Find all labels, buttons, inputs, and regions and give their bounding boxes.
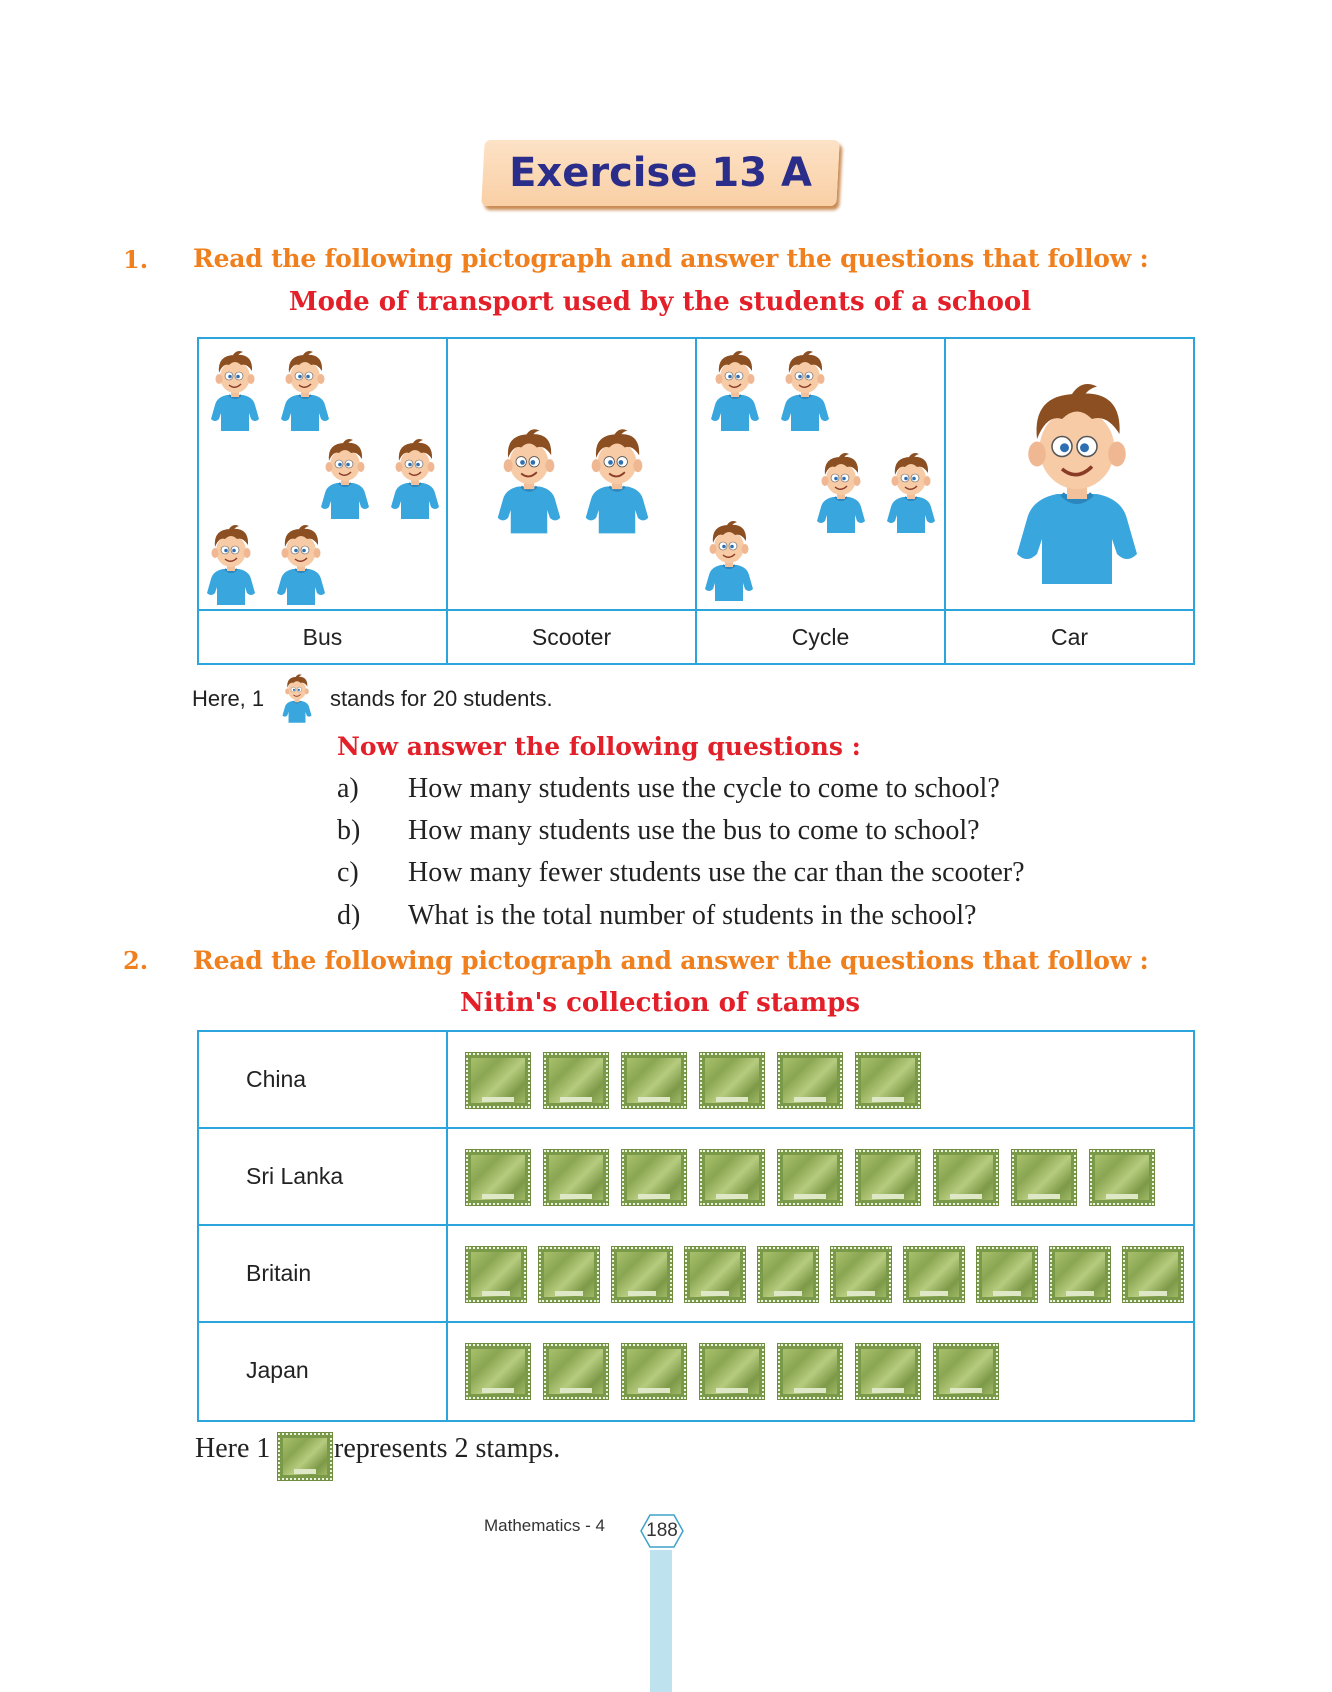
stamp-icon — [685, 1247, 745, 1302]
boy-icon — [1007, 374, 1147, 589]
row-china — [199, 1032, 1193, 1129]
stamp-icon — [700, 1053, 764, 1108]
q1-caption: Mode of transport used by the students of a school — [288, 287, 1032, 317]
questions-heading: Now answer the following questions : — [337, 732, 861, 761]
question-text: How many students use the cycle to come to school? — [408, 773, 1000, 804]
stamps-pictograph — [197, 1030, 1195, 1422]
row-name: China — [199, 1032, 448, 1127]
stamp-icon — [700, 1344, 764, 1399]
label-bus: Bus — [199, 609, 448, 663]
q1-key-suffix: stands for 20 students. — [330, 686, 553, 711]
stamp-key-icon — [278, 1433, 332, 1480]
stamp-icon — [1123, 1247, 1183, 1302]
question-label: d) — [337, 900, 361, 931]
q1-instruction: Read the following pictograph and answer the questions that follow : — [193, 244, 1149, 273]
book-name: Mathematics - 4 — [484, 1516, 605, 1535]
stamp-icon — [831, 1247, 891, 1302]
row-britain — [199, 1226, 1193, 1323]
stamp-icon — [700, 1150, 764, 1205]
boy-icon — [203, 521, 259, 607]
stamp-icon — [904, 1247, 964, 1302]
stamp-icon — [622, 1150, 686, 1205]
boy-icon — [277, 347, 333, 433]
row-name: Japan — [199, 1323, 448, 1420]
boy-icon — [387, 435, 443, 521]
boy-icon — [883, 449, 939, 535]
stamp-icon — [544, 1344, 608, 1399]
page-number: 188 — [646, 1520, 678, 1541]
stamp-icon — [778, 1150, 842, 1205]
stamp-icon — [934, 1150, 998, 1205]
boy-icon — [777, 347, 833, 433]
exercise-title: Exercise 13 A — [509, 150, 812, 196]
stamp-icon — [539, 1247, 599, 1302]
boy-icon — [207, 347, 263, 433]
boy-icon — [273, 521, 329, 607]
row-sri-lanka — [199, 1129, 1193, 1226]
boy-icon — [580, 424, 654, 536]
question-text: How many fewer students use the car than the scooter? — [408, 857, 1025, 888]
stamp-icon — [466, 1150, 530, 1205]
q1-key-prefix: Here, 1 — [192, 686, 265, 711]
q2-key-prefix: Here 1 — [195, 1433, 271, 1464]
stamp-icon — [1012, 1150, 1076, 1205]
boy-icon — [492, 424, 566, 536]
stamp-icon — [466, 1053, 530, 1108]
boy-icon — [317, 435, 373, 521]
stamp-icon — [778, 1053, 842, 1108]
question-label: a) — [337, 773, 359, 804]
row-name: Britain — [199, 1226, 448, 1321]
row-name: Sri Lanka — [199, 1129, 448, 1224]
stamp-icon — [466, 1344, 530, 1399]
boy-key-icon — [280, 672, 314, 724]
page-tab-bar — [650, 1550, 672, 1692]
stamp-icon — [1050, 1247, 1110, 1302]
stamp-icon — [622, 1053, 686, 1108]
stamp-icon — [856, 1344, 920, 1399]
transport-pictograph — [197, 337, 1195, 665]
question-text: What is the total number of students in the school? — [408, 900, 977, 931]
row-japan — [199, 1323, 1193, 1420]
stamp-icon — [977, 1247, 1037, 1302]
boy-icon — [701, 517, 757, 603]
boy-icon — [813, 449, 869, 535]
label-car: Car — [946, 609, 1193, 663]
stamp-icon — [622, 1344, 686, 1399]
question-text: How many students use the bus to come to school? — [408, 815, 980, 846]
q1-number: 1. — [123, 245, 149, 274]
stamp-icon — [778, 1344, 842, 1399]
stamp-icon — [856, 1150, 920, 1205]
stamp-icon — [934, 1344, 998, 1399]
q2-caption: Nitin's collection of stamps — [460, 988, 860, 1018]
question-label: b) — [337, 815, 361, 846]
label-cycle: Cycle — [697, 609, 946, 663]
q2-instruction: Read the following pictograph and answer the questions that follow : — [193, 946, 1149, 975]
stamp-icon — [856, 1053, 920, 1108]
stamp-icon — [1090, 1150, 1154, 1205]
stamp-icon — [466, 1247, 526, 1302]
boy-icon — [707, 347, 763, 433]
q2-number: 2. — [123, 946, 149, 975]
q2-key-suffix: represents 2 stamps. — [334, 1433, 561, 1464]
stamp-icon — [544, 1150, 608, 1205]
stamp-icon — [544, 1053, 608, 1108]
cell-scooter — [448, 339, 697, 609]
question-label: c) — [337, 857, 359, 888]
stamp-icon — [612, 1247, 672, 1302]
label-scooter: Scooter — [448, 609, 697, 663]
stamp-icon — [758, 1247, 818, 1302]
